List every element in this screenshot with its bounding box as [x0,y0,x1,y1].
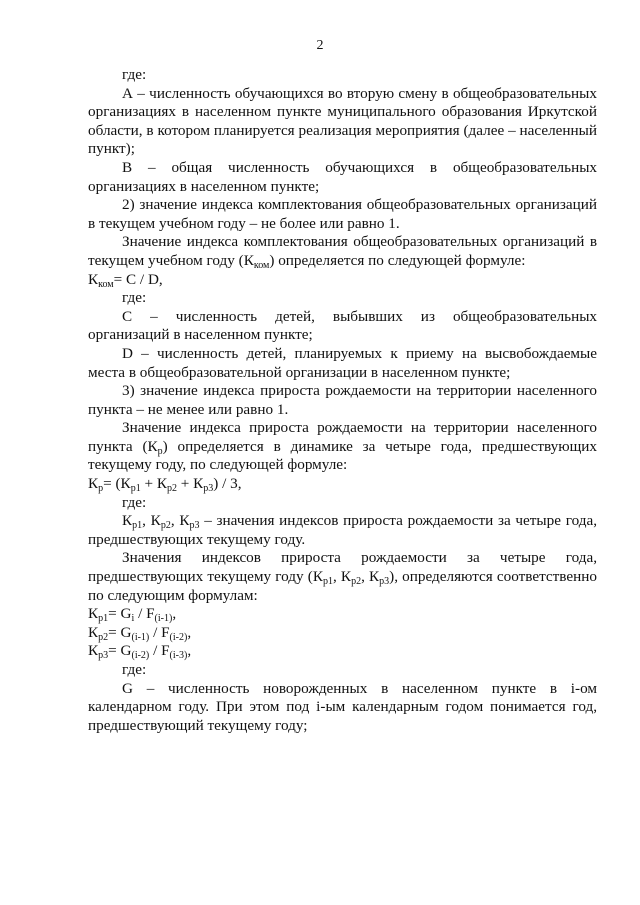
where-label: где: [122,661,147,678]
definition-a: А – численность обучающихся во вторую смену в общеобразовательных организациях в населенном пункте муниципального образования Иркутской области, в котором планируется реализация мероприятия (далее – населенный пункт); [88,84,597,158]
kp-values-intro: Значения индексов прироста рождаемости за четыре года, предшествующих текущему году ($К_{р1}$, $К_{р2}$, $К_{р3}$), определяются соответственно по следующим формулам: [88,549,597,604]
definition-g: G – численность новорожденных в населенном пункте в i-ом календарном году. При этом под i-ым календарным годом понимается год, предшествующий текущему году; [88,679,597,734]
formula-kp1: $К_{р1}= G_i / F_{(i-1)}$, [88,605,177,625]
definition-d: D – численность детей, планируемых к приему на высвобождаемые места в общеобразовательной организации в населенном пункте; [88,344,597,381]
kom-intro: Значение индекса комплектования общеобразовательных организаций в текущем учебном году $(К_{ком})$ определяется по следующей формуле: [88,233,597,271]
definition-b: В – общая численность обучающихся в общеобразовательных организациях в населенном пункте; [88,158,597,195]
kp-values-definition: $К_{р1}$, $К_{р2}$, $К_{р3}$ – значения индексов прироста рождаемости за четыре года, предшествующих текущему году. [88,512,597,548]
item-2: 2) значение индекса комплектования общеобразовательных организаций в текущем учебном году – не более или равно 1. [88,196,597,232]
page-number: 2 [316,38,324,53]
where-label: где: [122,493,147,511]
formula-kp3: $К_{р3}= G_{(i-2)} / F_{(i-3)}$, [88,642,192,662]
where-label: где: [122,66,147,83]
formula-kp: $К_р= (К_{р1} + К_{р2} + К_{р3}) / 3$, [88,475,242,495]
formula-kp2: $К_{р2}= G_{(i-1)} / F_{(i-2)}$, [88,623,192,643]
definition-c: С – численность детей, выбывших из общеобразовательных организаций в населенном пункте; [88,307,597,344]
where-label: где: [122,289,147,307]
item-3: 3) значение индекса прироста рождаемости на территории населенного пункта – не менее или равно 1. [88,382,597,418]
document-body [88,66,597,735]
formula-kom: $К_{ком}= C / D$, [88,270,163,290]
kp-intro: Значение индекса прироста рождаемости на территории населенного пункта $(К_р)$ определяется в динамике за четыре года, предшествующих текущему году, по следующей формуле: [88,419,597,474]
